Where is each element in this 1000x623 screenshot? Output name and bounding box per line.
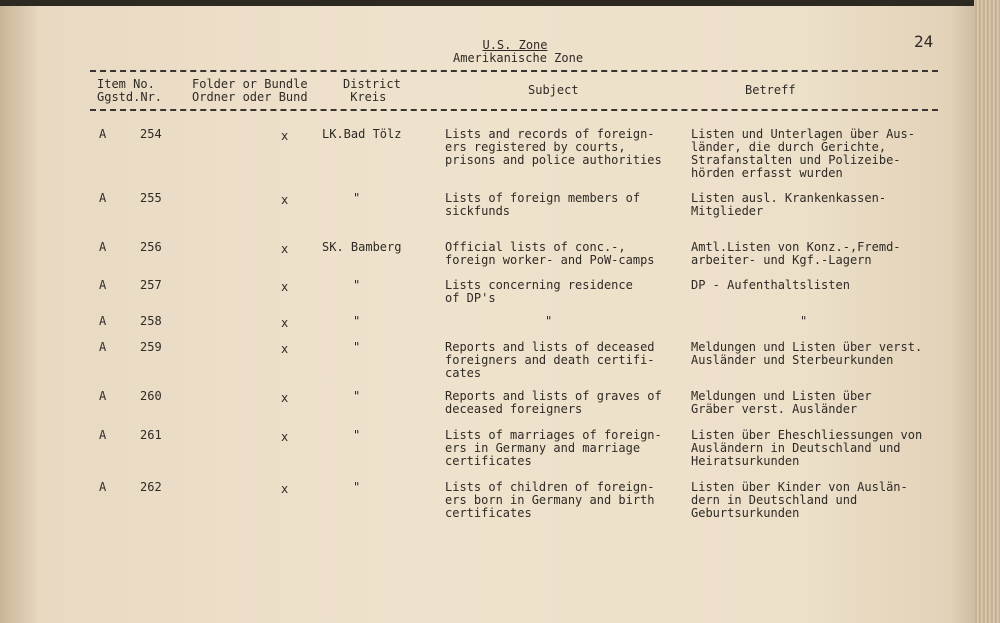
betreff-text: Meldungen und Listen über Gräber verst. Ausländer: [691, 389, 872, 416]
betreff-text: Listen ausl. Krankenkassen- Mitglieder: [691, 191, 887, 218]
item-number: 255: [140, 191, 162, 205]
district-name: SK. Bamberg: [322, 240, 402, 254]
item-letter: A: [99, 240, 107, 254]
page-number: 24: [914, 32, 934, 51]
scan-top-shadow: [0, 0, 1000, 6]
betreff-text: Listen und Unterlagen über Aus- länder, die durch Gerichte, Strafanstalten und Polizeibe- hörden erfasst wurden: [691, 127, 915, 180]
betreff-text: Meldungen und Listen über verst. Ausländer und Sterbeurkunden: [691, 340, 923, 367]
item-letter: A: [99, 480, 107, 494]
betreff-text: Amtl.Listen von Konz.-,Fremd- arbeiter- und Kgf.-Lagern: [691, 240, 901, 267]
item-letter: A: [99, 191, 107, 205]
bundle-mark: x: [281, 430, 289, 444]
header-folder-bundle: Folder or Bundle Ordner oder Bund: [192, 77, 308, 104]
district-name: LK.Bad Tölz: [322, 127, 402, 141]
subject-text: Reports and lists of deceased foreigners and death certifi- cates: [445, 340, 655, 380]
item-number: 260: [140, 389, 162, 403]
betreff-text: Listen über Eheschliessungen von Ausländern in Deutschland und Heiratsurkunden: [691, 428, 923, 468]
betreff-text: ": [800, 314, 808, 328]
subject-text: Lists concerning residence of DP's: [445, 278, 633, 305]
bundle-mark: x: [281, 129, 289, 143]
item-letter: A: [99, 314, 107, 328]
item-number: 254: [140, 127, 162, 141]
header-item-no: Item No. Ggstd.Nr.: [97, 77, 163, 104]
item-letter: A: [99, 127, 107, 141]
page-stack-edge: [974, 0, 1000, 623]
bundle-mark: x: [281, 280, 289, 294]
district-name: ": [353, 340, 361, 354]
item-number: 262: [140, 480, 162, 494]
item-letter: A: [99, 340, 107, 354]
district-name: ": [353, 191, 361, 205]
betreff-text: DP - Aufenthaltslisten: [691, 278, 850, 292]
item-number: 256: [140, 240, 162, 254]
district-name: ": [353, 428, 361, 442]
header-district: District Kreis: [343, 77, 401, 104]
subject-text: ": [545, 314, 553, 328]
bundle-mark: x: [281, 342, 289, 356]
bundle-mark: x: [281, 482, 289, 496]
subject-text: Lists of foreign members of sickfunds: [445, 191, 641, 218]
header-bottom-rule: [90, 109, 938, 111]
district-name: ": [353, 314, 361, 328]
subject-text: Official lists of conc.-, foreign worker- and PoW-camps: [445, 240, 655, 267]
bundle-mark: x: [281, 316, 289, 330]
subject-text: Lists of marriages of foreign- ers in Germany and marriage certificates: [445, 428, 662, 468]
item-number: 261: [140, 428, 162, 442]
bundle-mark: x: [281, 193, 289, 207]
district-name: ": [353, 278, 361, 292]
bundle-mark: x: [281, 391, 289, 405]
zone-title-en: U.S. Zone: [482, 38, 548, 52]
betreff-text: Listen über Kinder von Auslän- dern in Deutschland und Geburtsurkunden: [691, 480, 908, 520]
item-letter: A: [99, 428, 107, 442]
header-betreff: Betreff: [745, 83, 796, 97]
header-top-rule: [90, 70, 938, 72]
district-name: ": [353, 389, 361, 403]
subject-text: Reports and lists of graves of deceased foreigners: [445, 389, 662, 416]
bundle-mark: x: [281, 242, 289, 256]
district-name: ": [353, 480, 361, 494]
item-number: 259: [140, 340, 162, 354]
zone-title-de: Amerikanische Zone: [453, 51, 584, 65]
item-number: 257: [140, 278, 162, 292]
item-number: 258: [140, 314, 162, 328]
item-letter: A: [99, 278, 107, 292]
header-subject: Subject: [528, 83, 579, 97]
subject-text: Lists of children of foreign- ers born in Germany and birth certificates: [445, 480, 655, 520]
subject-text: Lists and records of foreign- ers registered by courts, prisons and police authorities: [445, 127, 662, 167]
item-letter: A: [99, 389, 107, 403]
